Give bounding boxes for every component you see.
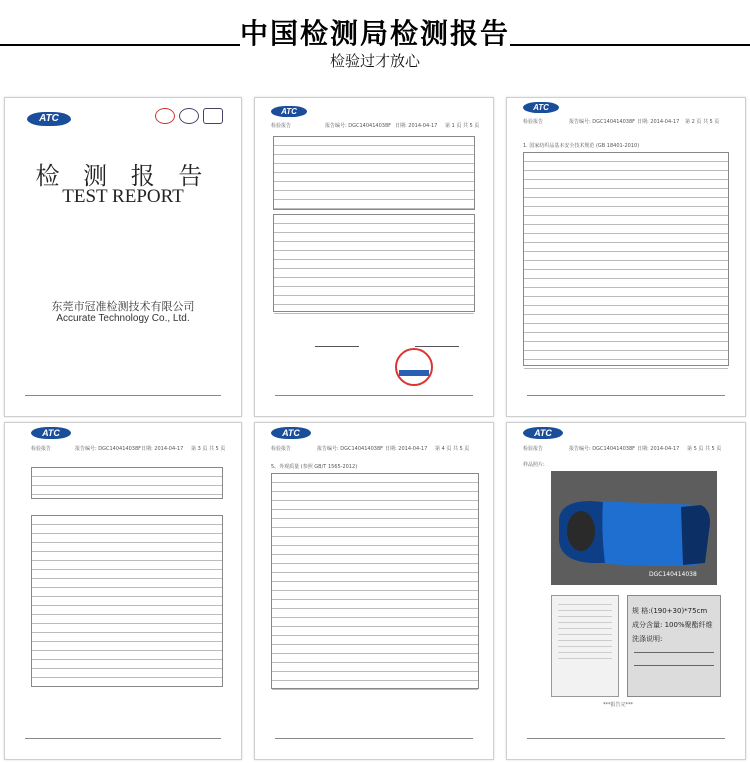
report-date: 日期: 2014-04-17 <box>141 446 184 452</box>
atc-logo: ATC <box>523 427 563 439</box>
cma-mark-icon <box>203 108 223 124</box>
cover-title-en: TEST REPORT <box>62 186 184 207</box>
care-symbols-icon <box>634 652 714 666</box>
care-label-washing: 洗涤说明: <box>632 635 663 643</box>
page-number: 第 2 页 共 5 页 <box>685 119 720 125</box>
test-results-table <box>273 214 475 312</box>
report-number: 报告编号: DGC140414038F <box>325 123 391 129</box>
red-seal-stamp <box>395 348 433 386</box>
sleeping-bag-photo <box>551 471 717 585</box>
sample-code: DGC140414038 <box>649 571 697 578</box>
safety-test-table <box>523 152 729 366</box>
doc-label: 检验报告 <box>523 446 544 452</box>
sleeping-bag-image <box>551 471 717 585</box>
product-tag-photo <box>551 595 619 697</box>
signature-approver <box>315 332 359 347</box>
report-page-4[interactable] <box>254 422 494 760</box>
care-label-photo <box>627 595 721 697</box>
sample-info-table <box>273 136 475 210</box>
page-footer <box>25 738 221 753</box>
certification-marks <box>155 108 225 124</box>
page-footer <box>25 395 221 410</box>
report-number: 报告编号: DGC140414038F <box>75 446 141 452</box>
report-date: 日期: 2014-04-17 <box>385 446 428 452</box>
cover-title-cn: 检 测 报 告 <box>35 162 211 190</box>
atc-logo: ATC <box>271 106 307 117</box>
report-number: 报告编号: DGC140414038F <box>569 446 635 452</box>
atc-logo: ATC <box>523 102 559 113</box>
report-date: 日期: 2014-04-17 <box>637 446 680 452</box>
appearance-quality-table <box>271 473 479 689</box>
care-label-size: 规 格:(190+30)*75cm <box>632 607 708 615</box>
labeling-table <box>31 515 223 687</box>
tag-text-lines <box>558 604 612 664</box>
page-title: 中国检测局检测报告 <box>239 17 510 50</box>
stamp-tag <box>399 370 429 376</box>
report-page-1[interactable] <box>254 97 494 417</box>
report-page-5[interactable] <box>506 422 746 760</box>
page-subtitle: 检验过才放心 <box>329 52 420 70</box>
doc-label: 检验报告 <box>271 446 292 452</box>
doc-label: 检验报告 <box>271 123 292 129</box>
report-number: 报告编号: DGC140414038F <box>569 119 635 125</box>
page-footer <box>275 738 473 753</box>
section-heading: 5、外观质量 (参照 GB/T 1565-2012) <box>271 464 358 470</box>
atc-logo: ATC <box>271 427 311 439</box>
page-number: 第 1 页 共 5 页 <box>445 123 480 129</box>
page-footer <box>527 395 725 410</box>
page-number: 第 4 页 共 5 页 <box>435 446 470 452</box>
section-heading: 1. 国家纺织品基本安全技术规范 (GB 18401-2010) <box>523 143 640 149</box>
ilac-mark-icon <box>179 108 199 124</box>
atc-logo: ATC <box>27 112 71 126</box>
fiber-content-table <box>31 467 223 499</box>
doc-label: 检验报告 <box>31 446 52 452</box>
page-footer <box>275 395 473 410</box>
report-date: 日期: 2014-04-17 <box>637 119 680 125</box>
signature-reviewer <box>415 332 459 347</box>
report-date: 日期: 2014-04-17 <box>395 123 438 129</box>
report-end-marker: ***报告完*** <box>603 702 634 708</box>
doc-label: 检验报告 <box>523 119 544 125</box>
atc-logo: ATC <box>31 427 71 439</box>
sample-photo-label: 样品照片: <box>523 462 545 468</box>
company-name-cn: 东莞市冠准检测技术有限公司 <box>51 300 195 313</box>
company-name-en: Accurate Technology Co., Ltd. <box>56 313 190 324</box>
cnas-mark-icon <box>155 108 175 124</box>
page-number: 第 3 页 共 5 页 <box>191 446 226 452</box>
report-page-3[interactable] <box>4 422 242 760</box>
page-number: 第 5 页 共 5 页 <box>687 446 722 452</box>
report-number: 报告编号: DGC140414038F <box>317 446 383 452</box>
report-cover-page[interactable] <box>4 97 242 417</box>
page-footer <box>527 738 725 753</box>
care-label-composition: 成分含量: 100%聚酯纤维 <box>632 621 713 629</box>
report-page-2[interactable] <box>506 97 746 417</box>
